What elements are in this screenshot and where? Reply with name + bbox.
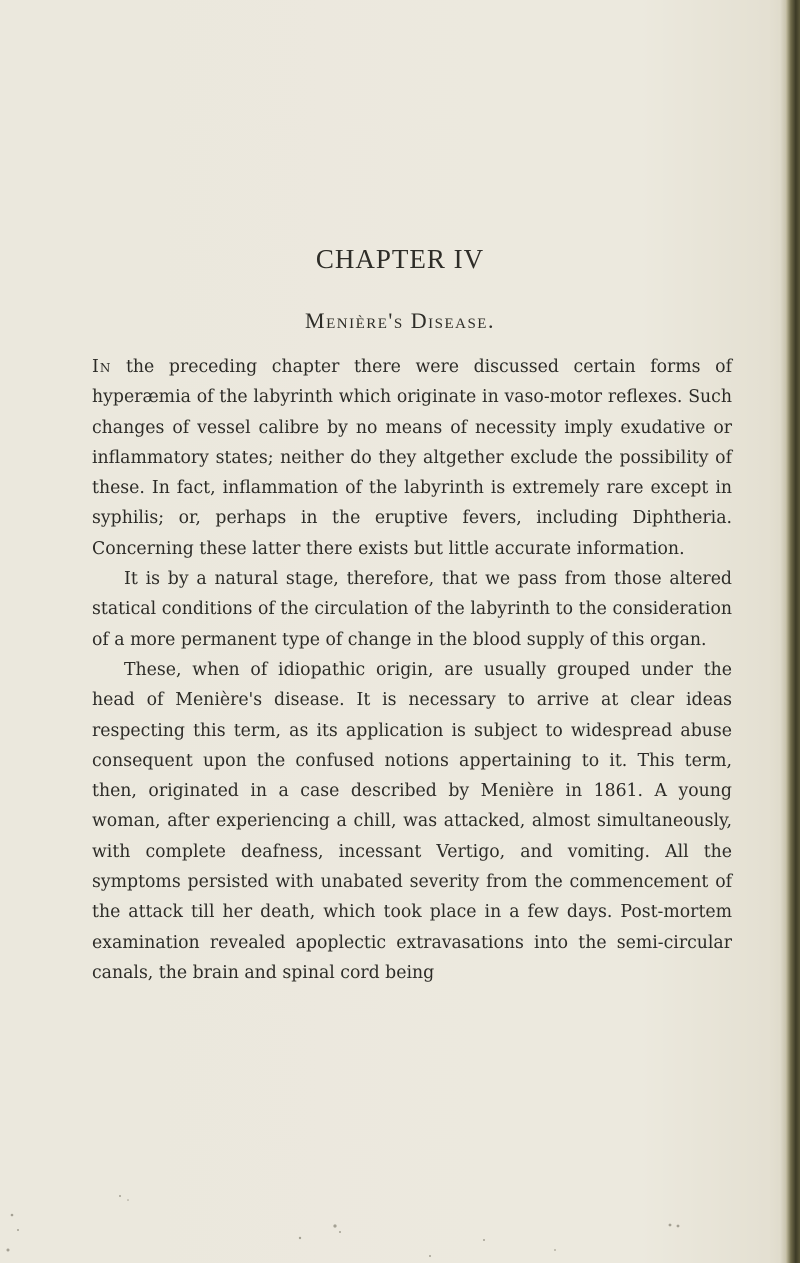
body-text <box>92 352 732 988</box>
page-edge <box>786 0 800 1263</box>
section-heading: Menière's Disease. <box>305 308 495 333</box>
paragraph-1-lead: In <box>92 357 112 377</box>
paragraph-1 <box>92 352 732 564</box>
paragraph-1-text: the preceding chapter there were discussed certain forms of hyperæmia of the labyrinth which originate in vaso-motor reflexes. Such changes of vessel calibre by no means of necessity imply exudative or inflammatory states; neither do they altgether exclude the possibility of these. In fact, inflammation of the labyrinth is extremely rare except in syphilis; or, perhaps in the eruptive fevers, including Diphtheria. Concerning these latter there exists but little accurate information. <box>92 357 732 559</box>
paragraph-2 <box>92 564 732 655</box>
paragraph-2-text: It is by a natural stage, therefore, that we pass from those altered statical conditions of the circulation of the labyrinth to the consideration of a more permanent type of change in the blood supply of this organ. <box>92 569 732 650</box>
paragraph-3 <box>92 655 732 988</box>
chapter-heading: CHAPTER IV <box>315 244 485 274</box>
paragraph-3-text: These, when of idiopathic origin, are usually grouped under the head of Menière's disease. It is necessary to arrive at clear ideas respecting this term, as its application is subject to widespread abuse consequent upon the confused notions appertaining to it. This term, then, originated in a case described by Menière in 1861. A young woman, after experiencing a chill, was attacked, almost simultaneously, with complete deafness, incessant Vertigo, and vomiting. All the symptoms persisted with unabated severity from the commencement of the attack till her death, which took place in a few days. Post-mortem examination revealed apoplectic extravasations into the semi-circular canals, the brain and spinal cord being <box>92 659 732 983</box>
